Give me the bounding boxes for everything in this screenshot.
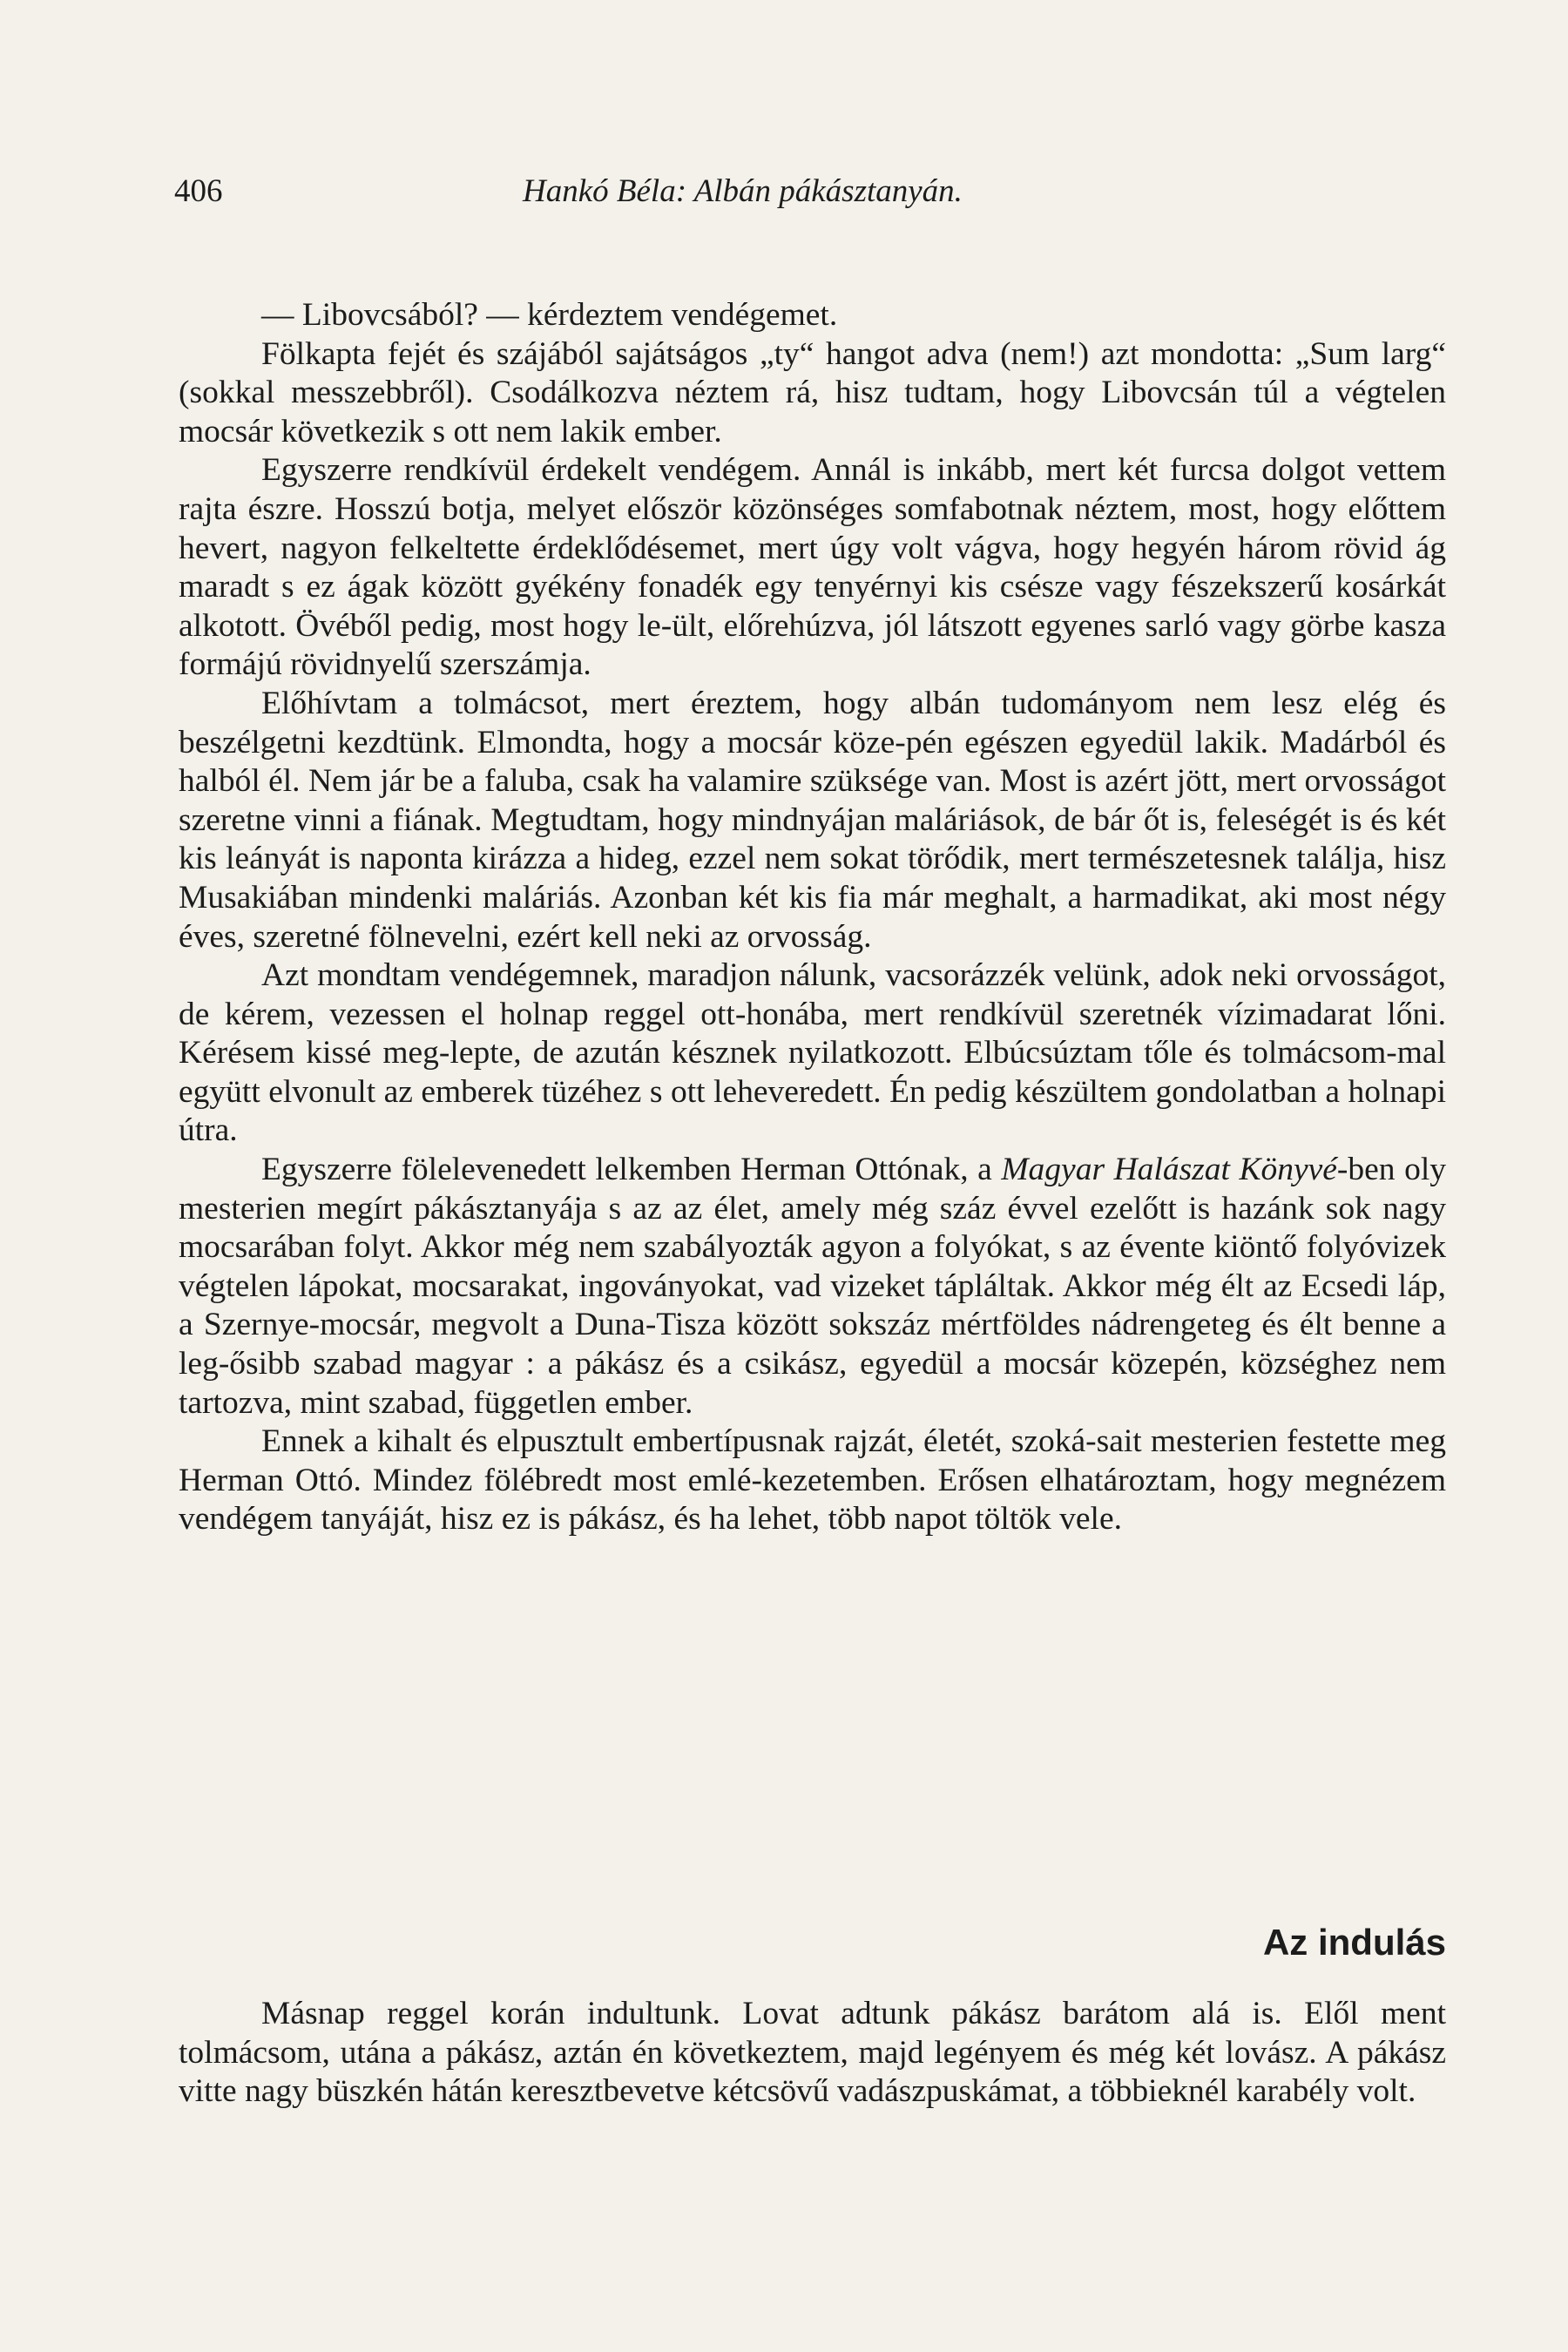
running-title xyxy=(523,172,963,210)
paragraph-herman-otto-start: Egyszerre fölelevenedett lelkemben Herman Ottónak, a xyxy=(261,1152,1002,1188)
paragraph-decision: Ennek a kihalt és elpusztult embertípusnak rajzát, életét, szoká-sait mesterien festette meg Herman Ottó. Mindez fölébredt most emlé-kezetemben. Erősen elhatároztam, hogy megnézem vendégem tanyáját, hisz ez is pákász, és ha lehet, több napot töltök vele. xyxy=(179,1423,1446,1538)
book-title-italic: Magyar Halászat Könyvé xyxy=(1001,1152,1337,1188)
paragraph-herman-otto-end: -ben oly mesterien megírt pákásztanyája s az az élet, amely még száz évvel ezelőtt is hazánk sok nagy mocsarában folyt. Akkor még nem szabályozták agyon a folyókat, s az évente kiöntő folyóvizek végtelen lápokat, mocsarakat, ingoványokat, vad vizeket tápláltak. Akkor még élt az Ecsedi láp, a Szernye-mocsár, megvolt a Duna-Tisza között sokszáz mértföldes nádrengeteg és élt benne a leg-ősibb szabad magyar : a pákász és a csikász, egyedül a mocsár közepén, községhez nem tartozva, mint szabad, független ember. xyxy=(179,1152,1447,1421)
paragraph-invitation: Azt mondtam vendégemnek, maradjon nálunk, vacsorázzék velünk, adok neki orvosságot, de kérem, vezessen el holnap reggel ott-honába, mert rendkívül szeretnék vízimadarat lőni. Kérésem kissé meg-lepte, de azután késznek nyilatkozott. Elbúcsúztam tőle és tolmácsom-mal együtt elvonult az emberek tüzéhez s ott leheveredett. Én pedig készültem gondolatban a holnapi útra. xyxy=(179,957,1446,1149)
paragraph-dialogue: — Libovcsából? — kérdeztem vendégemet. xyxy=(261,297,838,333)
running-head xyxy=(174,172,1446,216)
paragraph-guest-description: Egyszerre rendkívül érdekelt vendégem. Annál is inkább, mert két furcsa dolgot vettem rajta észre. Hosszú botja, melyet először közönséges somfabotnak néztem, most, hogy előttem hevert, nagyon felkeltette érdeklődésemet, mert úgy volt vágva, hogy hegyén három rövid ág maradt s ez ágak között gyékény fonadék egy tenyérnyi kis csésze vagy fészekszerű kosárkát alkotott. Övéből pedig, most hogy le-ült, előrehúzva, jól látszott egyenes sarló vagy görbe kasza formájú rövidnyelű szerszámja. xyxy=(179,452,1446,683)
section-body xyxy=(179,1995,1446,2112)
paragraph-herman-otto xyxy=(179,1151,1446,1423)
section-heading: Az indulás xyxy=(1262,1922,1446,1963)
author-name: Hankó Béla xyxy=(523,173,676,209)
paragraph-departure: Másnap reggel korán indultunk. Lovat adtunk pákász barátom alá is. Elől ment tolmácsom, utána a pákász, aztán én következtem, majd legényem és még két lovász. A pákász vitte nagy büszkén hátán keresztbevetve kétcsövű vadászpuskámat, a többieknél karabély volt. xyxy=(179,1996,1446,2110)
body-text xyxy=(179,296,1446,1539)
page-number: 406 xyxy=(174,173,223,209)
article-title: Albán pákásztanyán. xyxy=(693,173,963,209)
paragraph-reply: Fölkapta fejét és szájából sajátságos „ty“ hangot adva (nem!) azt mondotta: „Sum larg“ (sokkal messzebbről). Csodálkozva néztem rá, hisz tudtam, hogy Libovcsán túl a végtelen mocsár következik s ott nem lakik ember. xyxy=(179,335,1446,449)
paragraph-interpreter: Előhívtam a tolmácsot, mert éreztem, hogy albán tudományom nem lesz elég és beszélgetni kezdtünk. Elmondta, hogy a mocsár köze-pén egészen egyedül lakik. Madárból és halból él. Nem jár be a faluba, csak ha valamire szüksége van. Most is azért jött, mert orvosságot szeretne vinni a fiának. Megtudtam, hogy mindnyájan maláriások, de bár őt is, feleségét is és két kis leányát is naponta kirázza a hideg, ezzel nem sokat törődik, mert természetesnek találja, hisz Musakiában mindenki maláriás. Azonban két kis fia már meghalt, a harmadikat, aki most négy éves, szeretné fölnevelni, ezért kell neki az orvosság. xyxy=(179,685,1446,955)
title-separator: : xyxy=(675,173,687,209)
